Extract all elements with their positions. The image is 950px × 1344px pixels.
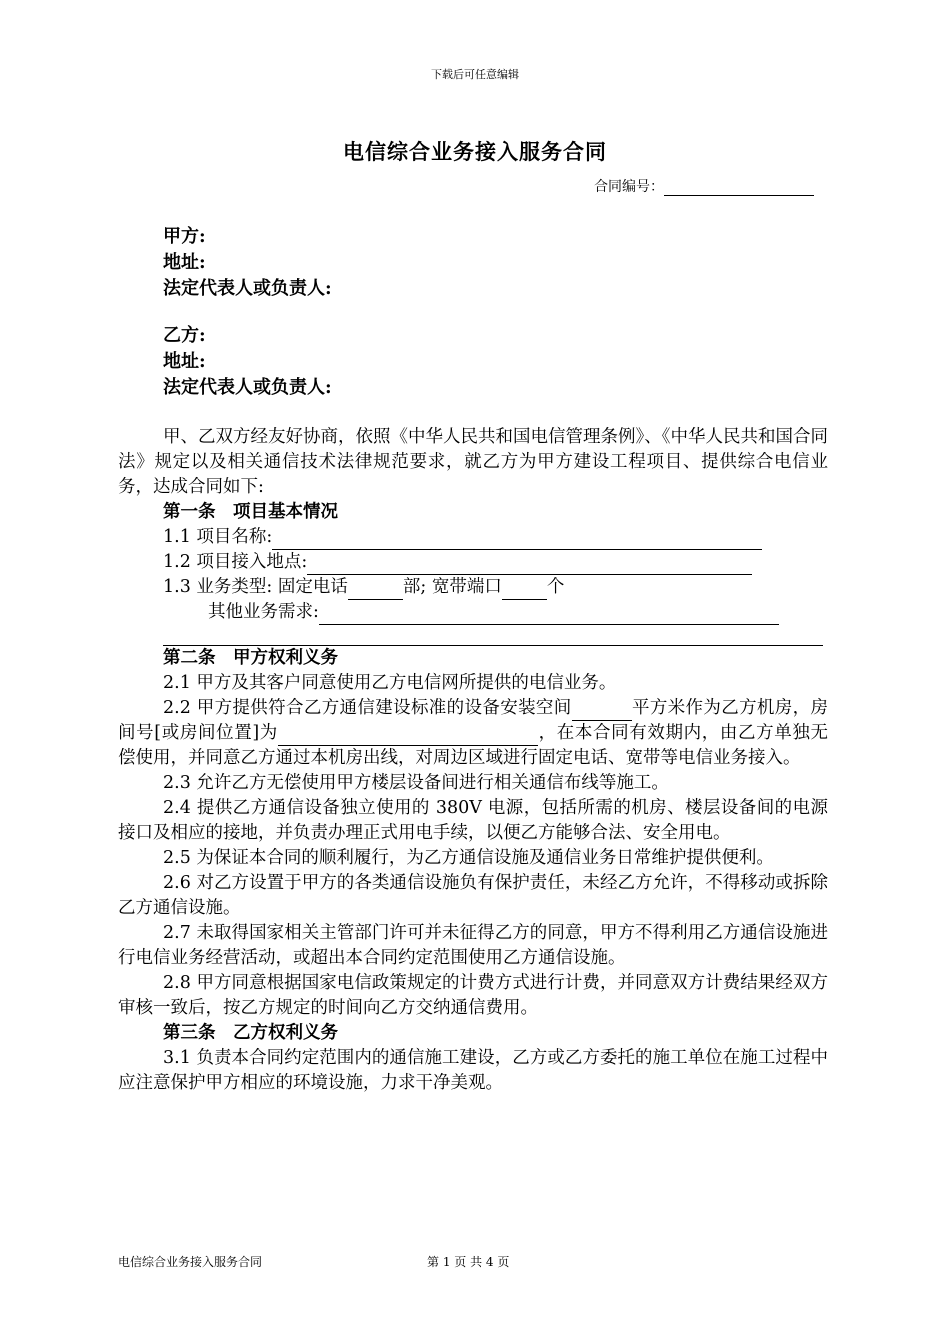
clause-2-7: 2.7 未取得国家相关主管部门许可并未征得乙方的同意，甲方不得利用乙方通信设施进行电信业务经营活动，或超出本合同约定范围使用乙方通信设施。 [118, 923, 828, 968]
other-needs [118, 600, 828, 625]
clause-2-4: 2.4 提供乙方通信设备独立使用的 380V 电源，包括所需的机房、楼层设备间的电源接口及相应的接地，并负责办理正式用电手续，以便乙方能够合法、安全用电。 [118, 798, 828, 843]
article-2-heading: 第二条 甲方权利义务 [163, 648, 338, 668]
footer-doc-title: 电信综合业务接入服务合同 [118, 1255, 263, 1269]
clause-2-2-part-b: 平方米作为乙方机房，房间号[或房间位置]为 [118, 698, 828, 743]
other-needs-blank-line-2 [163, 625, 823, 646]
other-needs-blank [319, 604, 779, 625]
contract-number-label: 合同编号： [594, 179, 664, 195]
clause-2-3: 2.3 允许乙方无偿使用甲方楼层设备间进行相关通信布线等施工。 [163, 773, 669, 793]
clause-2-5: 2.5 为保证本合同的顺利履行，为乙方通信设施及通信业务日常维护提供便利。 [163, 848, 774, 868]
room-number-blank [278, 725, 538, 746]
party-a-address-label: 地址: [163, 252, 206, 273]
footer-page-info: 第 1 页 共 4 页 [427, 1255, 510, 1269]
contract-body [118, 425, 828, 1096]
area-blank [572, 700, 632, 721]
party-b-block [163, 323, 332, 401]
other-needs-label: 其他业务需求: [208, 602, 319, 622]
item-1-2 [118, 550, 828, 575]
clause-2-2 [118, 696, 828, 771]
item-1-3-suffix: 个 [546, 577, 565, 597]
party-b-name-label: 乙方: [163, 325, 206, 346]
clause-2-1: 2.1 甲方及其客户同意使用乙方电信网所提供的电信业务。 [163, 673, 617, 693]
access-location-blank [307, 554, 752, 575]
contract-number [594, 176, 814, 196]
item-1-3-mid: 部; 宽带端口 [402, 577, 502, 597]
project-name-blank [272, 529, 762, 550]
clause-2-2-part-a: 2.2 甲方提供符合乙方通信建设标准的设备安装空间 [163, 698, 572, 718]
party-a-rep-label: 法定代表人或负责人: [163, 278, 332, 299]
contract-number-blank [664, 180, 814, 196]
article-1-heading: 第一条 项目基本情况 [163, 502, 338, 522]
clause-2-8: 2.8 甲方同意根据国家电信政策规定的计费方式进行计费，并同意双方计费结果经双方审核一致后，按乙方规定的时间向乙方交纳通信费用。 [118, 973, 828, 1018]
item-1-1-label: 1.1 项目名称: [163, 527, 273, 547]
clause-2-6: 2.6 对乙方设置于甲方的各类通信设施负有保护责任，未经乙方允许，不得移动或拆除乙方通信设施。 [118, 873, 828, 918]
party-a-block [163, 224, 332, 302]
broadband-port-blank [502, 579, 547, 600]
item-1-1 [118, 525, 828, 550]
article-3-heading: 第三条 乙方权利义务 [163, 1023, 338, 1043]
party-b-rep-label: 法定代表人或负责人: [163, 377, 332, 398]
clause-3-1: 3.1 负责本合同约定范围内的通信施工建设，乙方或乙方委托的施工单位在施工过程中应注意保护甲方相应的环境设施，力求干净美观。 [118, 1048, 828, 1093]
party-a-name-label: 甲方: [163, 226, 206, 247]
item-1-3 [118, 575, 828, 600]
party-b-address-label: 地址: [163, 351, 206, 372]
clause-2-2-part-c: ，在本合同有效期内，由乙方单独无偿使用，并同意乙方通过本机房出线，对周边区域进行固定电话、宽带等电信业务接入。 [118, 723, 829, 768]
item-1-3-prefix: 1.3 业务类型: 固定电话 [163, 577, 348, 597]
intro-paragraph: 甲、乙双方经友好协商，依照《中华人民共和国电信管理条例》、《中华人民共和国合同法》规定以及相关通信技术法律规范要求，就乙方为甲方建设工程项目、提供综合电信业务，达成合同如下: [118, 427, 828, 497]
header-note: 下载后可任意编辑 [431, 68, 519, 81]
item-1-2-label: 1.2 项目接入地点: [163, 552, 308, 572]
phone-count-blank [348, 579, 403, 600]
document-title: 电信综合业务接入服务合同 [343, 139, 607, 164]
